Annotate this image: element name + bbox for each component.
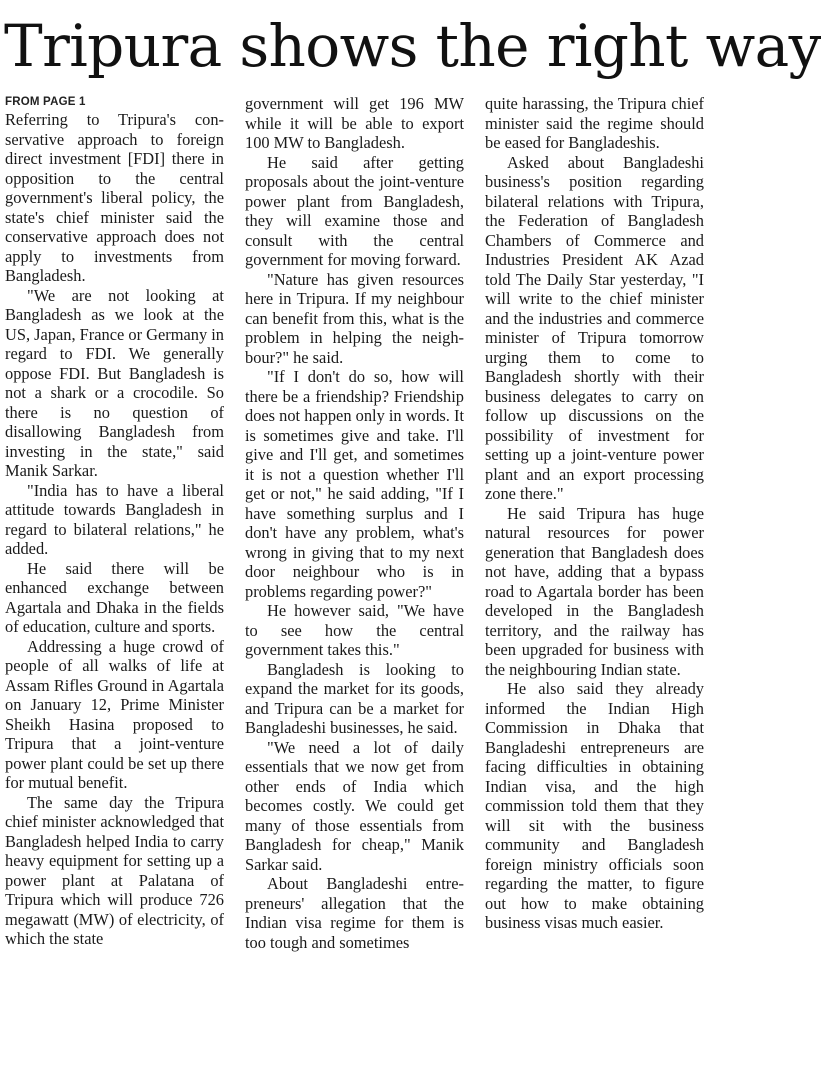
paragraph: quite harassing, the Tripura chief minister said the regime should be eased for Bangladeshis.: [485, 94, 704, 152]
paragraph: Bangladesh is looking to expand the market for its goods, and Tripura can be a market for Bangladeshi businesses, he said.: [245, 659, 464, 737]
article-column-2: [245, 94, 464, 1076]
paragraph: The same day the Tripura chief minister acknowledged that Bangladesh helped India to carry heavy equipment for setting up a power plant at Palatana of Tripura which will produce 726 megawatt (MW) of electricity, of which the state: [5, 792, 224, 948]
paragraph: "We are not looking at Bangladesh as we look at the US, Japan, France or Germany in regard to FDI. We generally oppose FDI. But Bangladesh is not a shark or a crocodile. So there is no question of disallowing Bangladesh from investing in the state," said Manik Sarkar.: [5, 285, 224, 480]
article-column-1: [5, 94, 224, 1076]
paragraph: About Bangladeshi entrepreneurs' allegation that the Indian visa regime for them is too tough and sometimes: [245, 874, 464, 952]
paragraph: "Nature has given resources here in Tripura. If my neighbour can benefit from this, what is the problem in helping the neighbour?" he said.: [245, 269, 464, 367]
paragraph: "We need a lot of daily essentials that we now get from other ends of India which becomes costly. We could get many of those essentials from Bangladesh for cheap," Manik Sarkar said.: [245, 737, 464, 874]
paragraph: He said after getting proposals about the joint-venture power plant from Bangladesh, they will examine those and consult with the central government for moving forward.: [245, 152, 464, 269]
paragraph: Asked about Bangladeshi business's position regarding bilateral relations with Tripura, the Federation of Bangladesh Chambers of Commerce and Industries President AK Azad told The Daily Star yesterday, "I will write to the chief minister and the industries and commerce minister of Tripura tomorrow urging them to come to Bangladesh shortly with their business delegates to carry on follow up discussions on the possibility of investment for setting up a joint-venture power plant and an export processing zone there.": [485, 152, 704, 503]
article-column-3: [485, 94, 704, 1076]
paragraph: "India has to have a liberal attitude towards Bangladesh in regard to bilateral relations," he added.: [5, 480, 224, 558]
paragraph: Addressing a huge crowd of people of all walks of life at Assam Rifles Ground in Agartala on January 12, Prime Minister Sheikh Hasina proposed to Tripura that a joint-venture power plant could be set up there for mutual benefit.: [5, 636, 224, 792]
paragraph: "If I don't do so, how will there be a friendship? Friendship does not happen only in words. It is sometimes give and take. I'll give and I'll get, and sometimes it is not a question whether I'll get or not," he said adding, "If I have something surplus and I don't have any problem, what's wrong in giving that to my next door neighbour who is in problems regarding power?": [245, 367, 464, 601]
paragraph: He said there will be enhanced exchange between Agartala and Dhaka in the fields of education, culture and sports.: [5, 558, 224, 636]
paragraph: He also said they already informed the Indian High Commission in Dhaka that Bangladeshi entrepreneurs are facing difficulties in obtaining Indian visa, and the high commission told them that they will sit with the business community and Bangladesh foreign ministry officials soon regarding the matter, to figure out how to make obtaining business visas much easier.: [485, 679, 704, 932]
paragraph: He said Tripura has huge natural resources for power generation that Bangladesh does not have, adding that a bypass road to Agartala border has been developed in the Bangladesh territory, and the railway has been upgraded for business with the neighbouring Indian state.: [485, 503, 704, 679]
paragraph: government will get 196 MW while it will be able to export 100 MW to Bangladesh.: [245, 94, 464, 152]
paragraph: He however said, "We have to see how the central government takes this.": [245, 601, 464, 659]
paragraph: Referring to Tripura's conservative approach to foreign direct investment [FDI] there in opposition to the central government's liberal policy, the state's chief minister said the conservative approach does not apply to investments from Bangladesh.: [5, 110, 224, 285]
headline: Tripura shows the right way: [4, 12, 821, 80]
kicker-from-page-1: FROM PAGE 1: [5, 96, 86, 108]
